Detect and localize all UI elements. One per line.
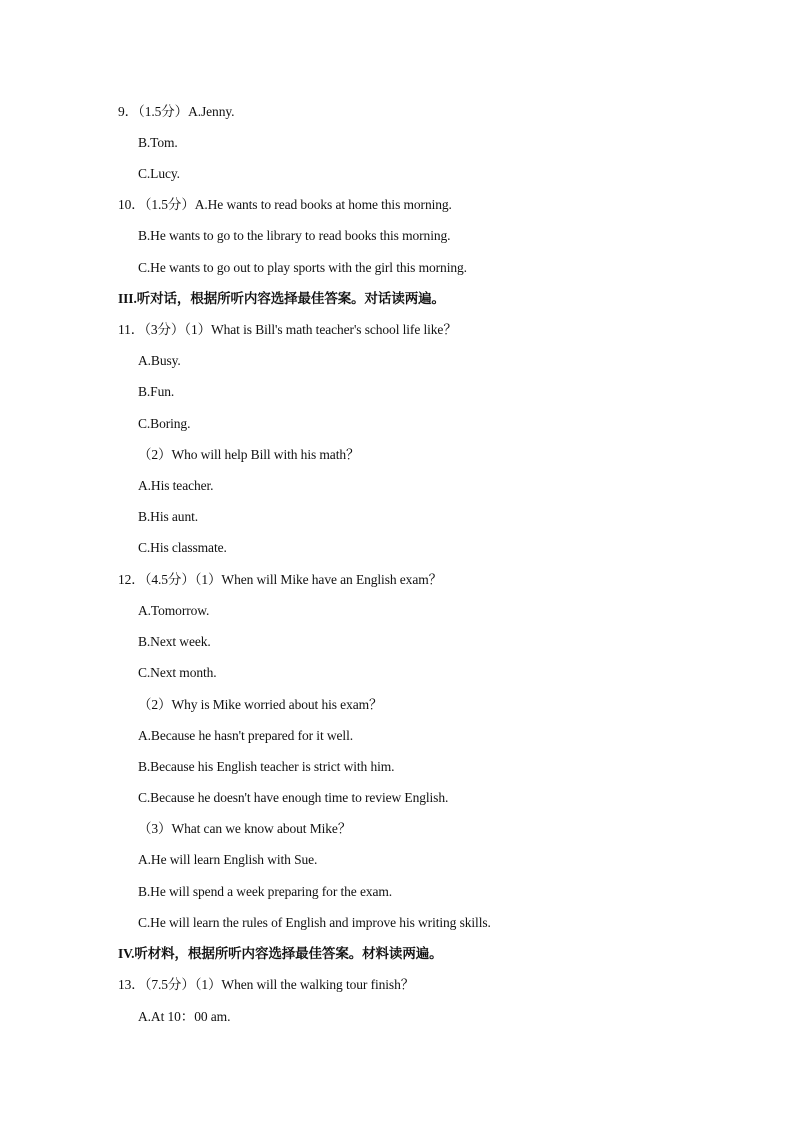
option-12-3c: C.He will learn the rules of English and improve his writing skills. [138,915,491,930]
question-12-2: （2）Why is Mike worried about his exam？ [138,697,383,712]
option-10b: B.He wants to go to the library to read books this morning. [138,228,451,243]
section-heading-iv: IV.听材料，根据所听内容选择最佳答案。材料读两遍。 [118,946,443,961]
question-10: 10．（1.5分）A.He wants to read books at home this morning. [118,197,452,212]
question-12-3: （3）What can we know about Mike？ [138,821,352,836]
option-12-1a: A.Tomorrow. [138,603,210,618]
option-13-1a: A.At 10：00 am. [138,1009,231,1024]
option-11-1b: B.Fun. [138,384,175,399]
option-11-1a: A.Busy. [138,353,181,368]
option-10c: C.He wants to go out to play sports with the girl this morning. [138,260,467,275]
question-9: 9．（1.5分）A.Jenny. [118,104,235,119]
option-12-1b: B.Next week. [138,634,211,649]
question-13-1: 13．（7.5分）（1）When will the walking tour finish？ [118,977,415,992]
option-11-2a: A.His teacher. [138,478,214,493]
option-11-2b: B.His aunt. [138,509,199,524]
option-11-2c: C.His classmate. [138,540,227,555]
option-12-2b: B.Because his English teacher is strict with him. [138,759,395,774]
section-heading-iii: III.听对话，根据所听内容选择最佳答案。对话读两遍。 [118,291,445,306]
option-12-2c: C.Because he doesn't have enough time to review English. [138,790,449,805]
option-12-2a: A.Because he hasn't prepared for it well. [138,728,353,743]
option-12-3a: A.He will learn English with Sue. [138,852,318,867]
option-9b: B.Tom. [138,135,178,150]
question-11-1: 11．（3分）（1）What is Bill's math teacher's school life like？ [118,322,457,337]
question-11-2: （2）Who will help Bill with his math？ [138,447,360,462]
question-12-1: 12．（4.5分）（1）When will Mike have an English exam？ [118,572,443,587]
option-12-3b: B.He will spend a week preparing for the exam. [138,884,393,899]
option-12-1c: C.Next month. [138,665,217,680]
option-11-1c: C.Boring. [138,416,191,431]
option-9c: C.Lucy. [138,166,180,181]
